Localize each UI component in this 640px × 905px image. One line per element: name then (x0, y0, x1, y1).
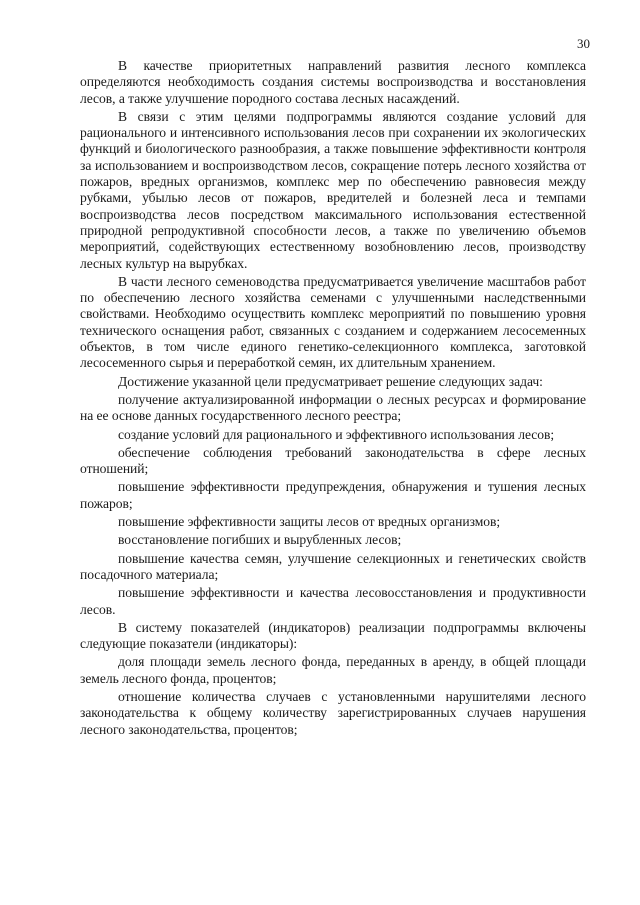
list-item-task: создание условий для рационального и эффективного использования лесов; (118, 426, 555, 442)
list-item-task: обеспечение соблюдения требований законодательства в сфере лесных отношений; (80, 444, 586, 477)
list-item-task: повышение эффективности защиты лесов от вредных организмов; (118, 514, 501, 530)
paragraph-priorities: В качестве приоритетных направлений развития лесного комплекса определяются необходимость создания системы воспроизводства и восстановления лесов, а также улучшение породного состава лесных насаждений. (80, 58, 586, 106)
list-item-task: восстановление погибших и вырубленных лесов; (118, 532, 402, 548)
paragraph-seed-production: В части лесного семеноводства предусматривается увеличение масштабов работ по обеспечению лесного хозяйства семенами с улучшенными наследственными свойствами. Необходимо осуществить комплекс мероприятий по повышению уровня технического оснащения работ, связанных с созданием и содержанием лесосеменных объектов, в том числе единого генетико-селекционного комплекса, заготовкой лесосеменного сырья и переработкой семян, их длительным хранением. (80, 273, 586, 371)
list-item-task: повышение эффективности и качества лесовосстановления и продуктивности лесов. (80, 585, 586, 617)
paragraph-tasks-intro: Достижение указанной цели предусматривает решение следующих задач: (118, 373, 543, 389)
list-item-task: повышение качества семян, улучшение селекционных и генетических свойств посадочного материала; (80, 550, 586, 582)
list-item-task: повышение эффективности предупреждения, обнаружения и тушения лесных пожаров; (80, 479, 586, 511)
list-item-indicator: отношение количества случаев с установленными нарушителями лесного законодательства к общему количеству зарегистрированных случаев нарушения лесного законодательства, процентов; (80, 688, 586, 737)
page-number: 30 (577, 36, 590, 51)
list-item-indicator: доля площади земель лесного фонда, переданных в аренду, в общей площади земель лесного фонда, процентов; (80, 654, 586, 686)
list-item-task: получение актуализированной информации о лесных ресурсах и формирование на ее основе данных государственного лесного реестра; (80, 391, 586, 424)
paragraph-goals: В связи с этим целями подпрограммы являются создание условий для рационального и интенсивного использования лесов при сохранении их экологических функций и биологического разнообразия, а также повышение эффективности контроля за использованием и воспроизводством лесов, сокращение потерь лесного хозяйства от пожаров, вредных организмов, комплекс мер по обеспечению равновесия между рубками, убылью лесов от пожаров, вредителей и болезней леса и темпами воспроизводства лесов посредством максимального использования естественной природной репродуктивной способности лесов, а также по увеличению объемов мероприятий, содействующих естественному возобновлению лесов, производству лесных культур на вырубках. (80, 108, 586, 271)
paragraph-indicators-intro: В систему показателей (индикаторов) реализации подпрограммы включены следующие показатели (индикаторы): (80, 619, 586, 652)
document-body (80, 58, 586, 738)
